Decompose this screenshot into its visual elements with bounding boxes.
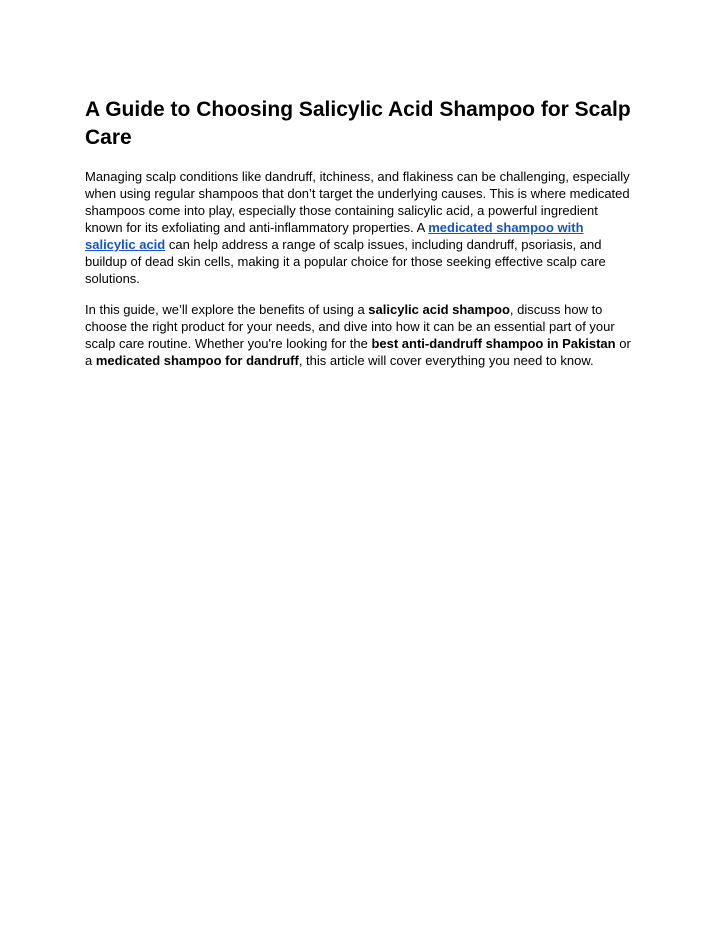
guide-paragraph	[85, 301, 637, 369]
guide-text-part2: , discuss how to choose the right product for your needs, and dive into how it can be an essential part of your scalp care routine. Whether you're looking for the	[85, 302, 615, 351]
intro-paragraph	[85, 168, 637, 287]
guide-text-part3: or a	[85, 336, 631, 368]
intro-text-after-link: can help address a range of scalp issues, including dandruff, psoriasis, and buildup of dead skin cells, making it a popular choice for those seeking effective scalp care solutions.	[85, 237, 606, 286]
document-title: A Guide to Choosing Salicylic Acid Shampoo for Scalp Care	[85, 98, 631, 149]
bold-medicated-shampoo-dandruff: medicated shampoo for dandruff	[95, 353, 299, 368]
medicated-shampoo-link[interactable]: medicated shampoo with salicylic acid	[85, 220, 584, 252]
document-page	[85, 96, 637, 383]
bold-best-anti-dandruff: best anti-dandruff shampoo in Pakistan	[371, 336, 616, 351]
intro-text-before-link: Managing scalp conditions like dandruff, itchiness, and flakiness can be challenging, especially when using regular shampoos that don’t target the underlying causes. This is where medicated shampoos come into play, especially those containing salicylic acid, a powerful ingredient known for its exfoliating and anti-inflammatory properties. A	[85, 169, 630, 235]
guide-text-part1: In this guide, we’ll explore the benefits of using a	[85, 302, 369, 317]
bold-salicylic-acid-shampoo: salicylic acid shampoo	[368, 302, 510, 317]
guide-text-part4: , this article will cover everything you need to know.	[298, 353, 594, 368]
